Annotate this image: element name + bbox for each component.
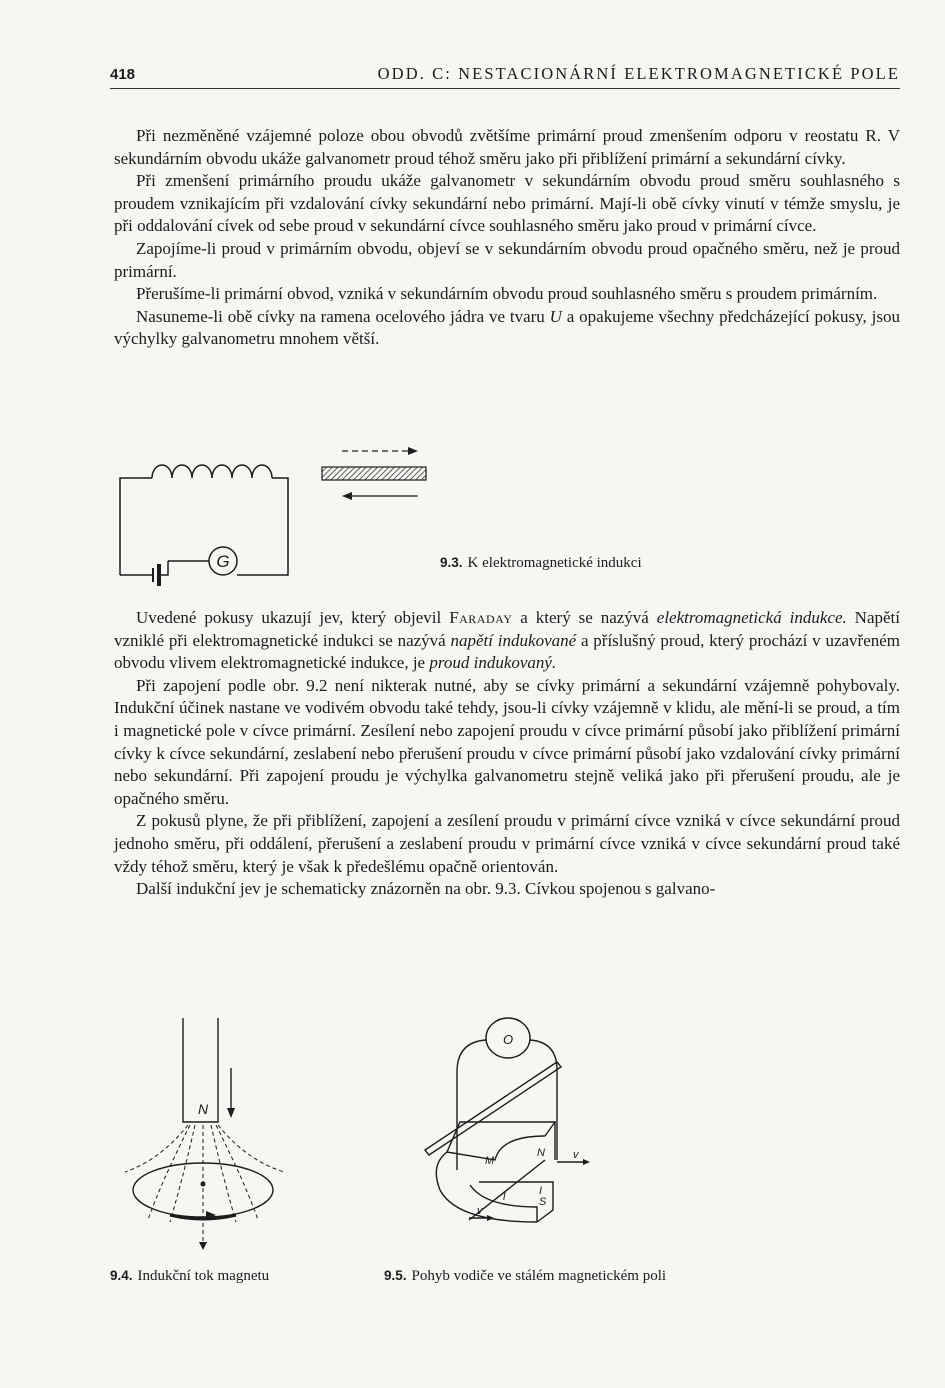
paragraph-6-text-2: a který se nazývá bbox=[512, 608, 657, 627]
figure-9-4-diagram bbox=[110, 1010, 310, 1250]
arrowhead-down bbox=[227, 1108, 235, 1118]
velocity-label-top: v bbox=[573, 1149, 579, 1161]
arrowhead-flux bbox=[199, 1242, 207, 1250]
figure-9-3-diagram bbox=[110, 440, 440, 590]
velocity-label-bottom: v bbox=[477, 1205, 483, 1217]
circuit-wire-left bbox=[120, 478, 152, 575]
coil-winding bbox=[152, 465, 272, 478]
magnet-north-label: N bbox=[198, 1101, 209, 1117]
paragraph-5-text-a: Nasuneme-li obě cívky na ramena ocelového jádra ve tvaru bbox=[136, 306, 550, 326]
moving-conductor-rod bbox=[425, 1062, 561, 1155]
page-number: 418 bbox=[110, 66, 136, 83]
term-induced-current: proud indukovaný. bbox=[429, 653, 557, 673]
lead-wire-right bbox=[530, 1040, 557, 1160]
motion-arrowhead-left bbox=[342, 492, 352, 500]
arrowhead-velocity-top bbox=[583, 1159, 590, 1165]
magnet-south-label: S bbox=[539, 1196, 547, 1208]
term-electromagnetic-induction: elektromagnetická indukce. bbox=[656, 608, 847, 627]
figure-9-3-number: 9.3. bbox=[440, 555, 463, 570]
figure-9-5-diagram bbox=[385, 1010, 605, 1260]
figure-9-3-caption bbox=[440, 555, 642, 572]
paragraph-5-text-b: a opakujeme všechny předcházející pokusy, jsou výchylky galvanometru mnohem větší. bbox=[114, 306, 900, 349]
paragraph-9: Další indukční jev je schematicky znázorněn na obr. 9.3. Cívkou spojenou s galvano- bbox=[136, 879, 716, 899]
author-name-faraday: Faraday bbox=[449, 608, 513, 627]
figure-9-3-caption-text: K elektromagnetické indukci bbox=[467, 555, 642, 571]
magnet-bar-hatched bbox=[322, 467, 426, 480]
magnet-m-label: M bbox=[485, 1155, 495, 1167]
loop-center-dot bbox=[201, 1182, 206, 1187]
paragraph-5 bbox=[114, 306, 900, 351]
arrowhead-velocity-bottom bbox=[487, 1215, 494, 1221]
paragraph-6-text-1: Uvedené pokusy ukazují jev, který objevil bbox=[136, 608, 450, 627]
paragraph-6 bbox=[114, 607, 900, 675]
galvanometer-label: G bbox=[216, 552, 230, 571]
magnet-north-label: N bbox=[537, 1147, 545, 1159]
figure-9-4-number: 9.4. bbox=[110, 1268, 133, 1283]
paragraph-1: Při nezměněné vzájemné poloze obou obvodů zvětšíme primární proud zmenšením odporu v reostatu R. V sekundárním obvodu ukáže galvanometr proud téhož směru jako při přiblížení primární a sekundární cívky. bbox=[114, 126, 900, 168]
text-block-top bbox=[114, 125, 900, 351]
lead-wire-left bbox=[457, 1040, 486, 1170]
current-label: I bbox=[539, 1185, 543, 1197]
motion-arrowhead-right bbox=[408, 447, 418, 455]
running-title: ODD. C: NESTACIONÁRNÍ ELEKTROMAGNETICKÉ POLE bbox=[377, 64, 900, 83]
length-label: l bbox=[503, 1191, 506, 1203]
paragraph-7: Při zapojení podle obr. 9.2 není nikterak nutné, aby se cívky primární a sekundární vzájemně pohybovaly. Indukční účinek nastane ve vodivém obvodu také tehdy, jsou-li cívky vzájemně v klidu, ale mění-li se proud, a tím i magnetické pole v cívce primární. Zesílení nebo zapojení proudu v cívce primární působí jako přiblížení primární cívky k cívce sekundární, zeslabení nebo přerušení proudu v cívce primární působí jako vzdalování cívky primární nebo sekundární. Při zapojení proudu je výchylka galvanometru stejně veliká jako při přerušení proudu, ale je opačného směru. bbox=[114, 675, 900, 808]
figure-9-4-caption-text: Indukční tok magnetu bbox=[137, 1268, 270, 1284]
term-induced-voltage: napětí indukované bbox=[450, 630, 577, 650]
figure-9-5-caption-text: Pohyb vodiče ve stálém magnetickém poli bbox=[411, 1268, 667, 1284]
figure-9-4-caption bbox=[110, 1268, 269, 1285]
horseshoe-magnet bbox=[436, 1136, 545, 1222]
paragraph-6-text-4: a příslušný proud, který prochází v uzavřeném obvodu vlivem elektromagnetické indukce, je bbox=[114, 630, 901, 673]
instrument-label: O bbox=[503, 1032, 514, 1047]
paragraph-8: Z pokusů plyne, že při přiblížení, zapojení a zesílení proudu v primární cívce vzniká v cívce sekundární proud jednoho směru, při oddálení, přerušení a zeslabení proudu v primární cívce vzniká v cívce sekundární proud také vždy téhož směru, který je však k předešlému opačně orientován. bbox=[114, 811, 900, 876]
paragraph-4: Přerušíme-li primární obvod, vzniká v sekundárním obvodu proud souhlasného směru s proudem primárním. bbox=[136, 284, 878, 304]
paragraph-5-italic-u: U bbox=[549, 306, 562, 326]
paragraph-6-text-3: Napětí vzniklé při elektromagnetické indukci se nazývá bbox=[114, 608, 900, 650]
running-header bbox=[110, 60, 900, 89]
flux-lines bbox=[125, 1125, 284, 1250]
paragraph-3: Zapojíme-li proud v primárním obvodu, objeví se v sekundárním obvodu proud opačného směru, než je proud primární. bbox=[114, 238, 900, 281]
paragraph-2: Při zmenšení primárního proudu ukáže galvanometr v sekundárním obvodu proud směru souhlasného s proudem vznikajícím při vzdalování cívky sekundární nebo primární. Mají-li obě cívky vinutí v témže smyslu, je při oddalování cívek od sebe proud v sekundární cívce souhlasného směru jako proud v primární cívce. bbox=[114, 171, 900, 236]
figure-9-5-caption bbox=[384, 1268, 666, 1285]
text-block-bottom bbox=[114, 607, 900, 901]
figure-9-5-number: 9.5. bbox=[384, 1268, 407, 1283]
circuit-wire-right bbox=[237, 478, 288, 575]
